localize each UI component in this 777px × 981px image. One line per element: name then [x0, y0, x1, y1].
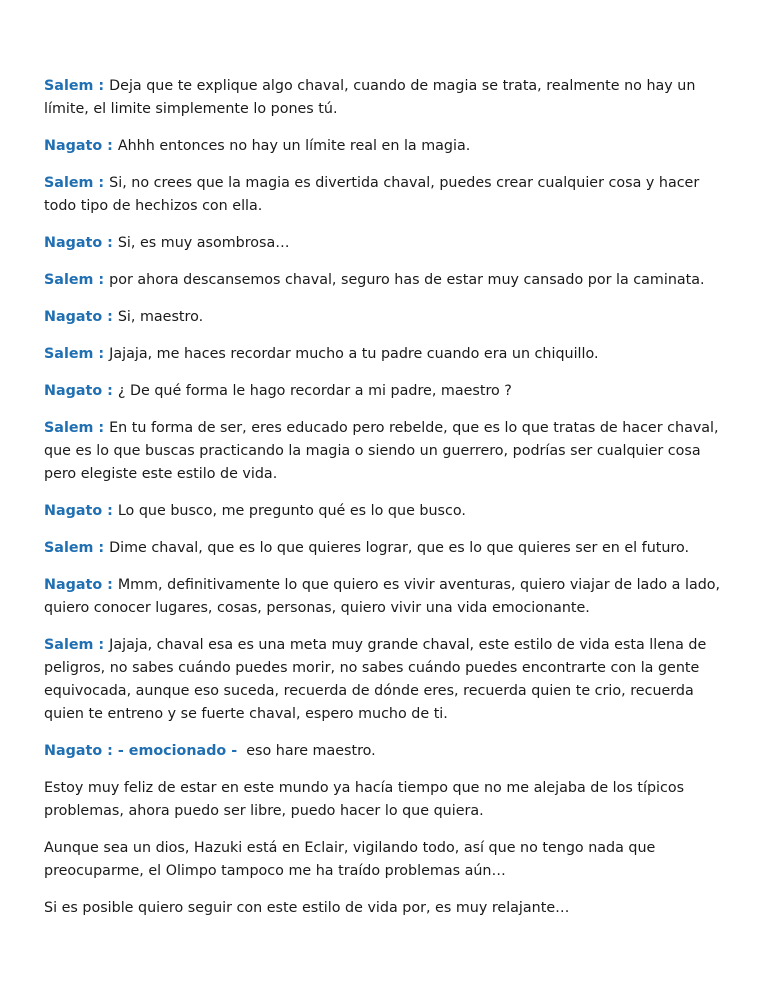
dialogue-line: Nagato : Si, es muy asombrosa…	[44, 235, 290, 251]
speaker-name: Nagato	[44, 743, 103, 759]
speaker-name: Nagato	[44, 309, 103, 325]
dialogue-text: Ahhh entonces no hay un límite real en la magia.	[117, 138, 471, 154]
speaker-name: Salem	[44, 637, 94, 653]
dialogue-line: Nagato : Mmm, definitivamente lo que quiero es vivir aventuras, quiero viajar de lado a lado, quiero conocer lugares, cosas, personas, quiero vivir una vida emocionante.	[44, 577, 721, 616]
dialogue-line-action: Nagato : - emocionado - eso hare maestro.	[44, 743, 376, 759]
speaker-name: Nagato	[44, 138, 103, 154]
dialogue-line: Salem : Deja que te explique algo chaval, cuando de magia se trata, realmente no hay un límite, el limite simplemente lo pones tú.	[44, 78, 696, 117]
dialogue-line: Salem : En tu forma de ser, eres educado pero rebelde, que es lo que tratas de hacer chaval, que es lo que buscas practicando la magia o siendo un guerrero, podrías ser cualquier cosa pero elegiste este estilo de vida.	[44, 420, 719, 482]
stage-direction: - emocionado -	[117, 743, 238, 759]
dialogue-line: Nagato : Si, maestro.	[44, 309, 204, 325]
narration-paragraph: Estoy muy feliz de estar en este mundo ya hacía tiempo que no me alejaba de los típicos problemas, ahora puedo ser libre, puedo hacer lo que quiera.	[44, 780, 685, 819]
speaker-name: Salem	[44, 78, 94, 94]
speaker-name: Nagato	[44, 503, 103, 519]
dialogue-text: Deja que te explique algo chaval, cuando de magia se trata, realmente no hay un límite, el limite simplemente lo pones tú.	[44, 78, 696, 117]
dialogue-line: Salem : Dime chaval, que es lo que quieres lograr, que es lo que quieres ser en el futuro.	[44, 540, 690, 556]
dialogue-line: Nagato : ¿ De qué forma le hago recordar a mi padre, maestro ?	[44, 383, 512, 399]
dialogue-line: Salem : Jajaja, chaval esa es una meta muy grande chaval, este estilo de vida esta llena de peligros, no sabes cuándo puedes morir, no sabes cuándo puedes encontrarte con la gente equivocada, aunque eso suceda, recuerda de dónde eres, recuerda quien te crio, recuerda quien te entreno y se fuerte chaval, espero mucho de ti.	[44, 637, 707, 722]
dialogue-line: Salem : por ahora descansemos chaval, seguro has de estar muy cansado por la caminata.	[44, 272, 705, 288]
speaker-name: Salem	[44, 175, 94, 191]
dialogue-text: por ahora descansemos chaval, seguro has de estar muy cansado por la caminata.	[109, 272, 705, 288]
speaker-name: Nagato	[44, 383, 103, 399]
dialogue-text: Si, no crees que la magia es divertida chaval, puedes crear cualquier cosa y hacer todo tipo de hechizos con ella.	[44, 175, 700, 214]
dialogue-line: Salem : Jajaja, me haces recordar mucho a tu padre cuando era un chiquillo.	[44, 346, 599, 362]
speaker-name: Salem	[44, 540, 94, 556]
dialogue-body	[44, 75, 734, 934]
dialogue-text: Jajaja, me haces recordar mucho a tu padre cuando era un chiquillo.	[109, 346, 599, 362]
dialogue-text: ¿ De qué forma le hago recordar a mi padre, maestro ?	[117, 383, 512, 399]
dialogue-text: Lo que busco, me pregunto qué es lo que busco.	[117, 503, 466, 519]
narration-paragraph: Si es posible quiero seguir con este estilo de vida por, es muy relajante…	[44, 900, 570, 916]
dialogue-line: Nagato : Lo que busco, me pregunto qué es lo que busco.	[44, 503, 466, 519]
speaker-name: Salem	[44, 346, 94, 362]
dialogue-text: Si, es muy asombrosa…	[117, 235, 290, 251]
dialogue-text: Dime chaval, que es lo que quieres lograr, que es lo que quieres ser en el futuro.	[109, 540, 690, 556]
speaker-name: Salem	[44, 420, 94, 436]
narration-paragraph: Aunque sea un dios, Hazuki está en Eclair, vigilando todo, así que no tengo nada que preocuparme, el Olimpo tampoco me ha traído problemas aún…	[44, 840, 656, 879]
dialogue-text: En tu forma de ser, eres educado pero rebelde, que es lo que tratas de hacer chaval, que es lo que buscas practicando la magia o siendo un guerrero, podrías ser cualquier cosa pero elegiste este estilo de vida.	[44, 420, 719, 482]
speaker-name: Nagato	[44, 235, 103, 251]
dialogue-line: Nagato : Ahhh entonces no hay un límite real en la magia.	[44, 138, 471, 154]
dialogue-text: Jajaja, chaval esa es una meta muy grande chaval, este estilo de vida esta llena de peligros, no sabes cuándo puedes morir, no sabes cuándo puedes encontrarte con la gente equivocada, aunque eso suceda, recuerda de dónde eres, recuerda quien te crio, recuerda quien te entreno y se fuerte chaval, espero mucho de ti.	[44, 637, 707, 722]
dialogue-text: Si, maestro.	[117, 309, 204, 325]
speaker-name: Nagato	[44, 577, 103, 593]
speaker-name: Salem	[44, 272, 94, 288]
dialogue-text: eso hare maestro.	[246, 743, 376, 759]
dialogue-text: Mmm, definitivamente lo que quiero es vivir aventuras, quiero viajar de lado a lado, quiero conocer lugares, cosas, personas, quiero vivir una vida emocionante.	[44, 577, 721, 616]
dialogue-line: Salem : Si, no crees que la magia es divertida chaval, puedes crear cualquier cosa y hacer todo tipo de hechizos con ella.	[44, 175, 700, 214]
